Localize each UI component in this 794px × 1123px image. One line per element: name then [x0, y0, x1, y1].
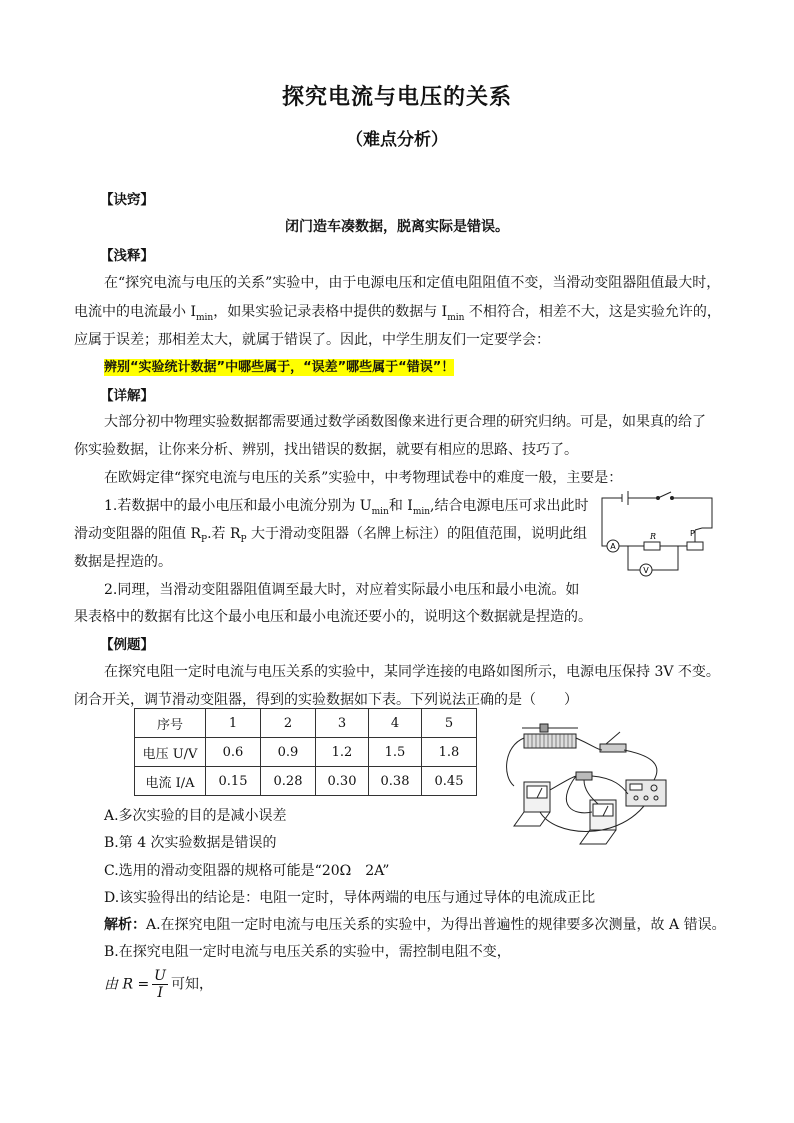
detail-line-3: 在欧姆定律“探究电流与电压的关系”实验中，中考物理试卷中的难度一般，主要是：: [104, 470, 623, 486]
page-subtitle: （难点分析）: [346, 130, 448, 150]
detail-heading: 【详解】: [100, 388, 154, 404]
option-d: D.该实验得出的结论是：电阻一定时，导体两端的电压与通过导体的电流成正比: [104, 890, 596, 906]
explain-line-2: 电流中的电流最小 $I_{min}$，如果实验记录表格中提供的数据与 $I_{min}$ 不相符合，相差不大，这是实验允许的，: [74, 304, 721, 323]
table-row: [135, 767, 477, 796]
table-row-label: 电流 I/A: [135, 767, 206, 796]
option-c: C.选用的滑动变阻器的规格可能是“20Ω 2A”: [104, 863, 390, 879]
option-b: B.第 4 次实验数据是错误的: [104, 835, 277, 851]
table-row-label: 电压 U/V: [135, 738, 206, 767]
table-cell: 1.5: [369, 738, 422, 767]
circuit-diagram: [592, 488, 722, 588]
explain-line-1: 在“探究电流与电压的关系”实验中，由于电源电压和定值电阻阻值不变，当滑动变阻器阻值最大时，: [104, 275, 721, 291]
example-line-2: 闭合开关，调节滑动变阻器，得到的实验数据如下表。下列说法正确的是（ ）: [74, 692, 578, 708]
point1-line-1: 1.若数据中的最小电压和最小电流分别为 $U_{min}$和 $I_{min}$,结合电源电压可求出此时: [104, 498, 589, 517]
apparatus-illustration: [494, 716, 674, 851]
table-cell: 1: [206, 709, 261, 738]
table-cell: 0.28: [261, 767, 316, 796]
explain-line-3: 应属于误差；那相差太大，就属于错误了。因此，中学生朋友们一定要学会：: [74, 332, 550, 348]
page-title: 探究电流与电压的关系: [281, 85, 512, 110]
detail-line-2: 你实验数据，让你来分析、辨别，找出错误的数据，就要有相应的思路、技巧了。: [74, 442, 578, 458]
point1-line-3: 数据是捏造的。: [74, 554, 172, 570]
point2-line-1: 2.同理，当滑动变阻器阻值调至最大时，对应着实际最小电压和最小电流。如: [104, 582, 580, 598]
table-cell: 2: [261, 709, 316, 738]
point1-line-2: 滑动变阻器的阻值 $R_P$.若 $R_P$ 大于滑动变阻器（名牌上标注）的阻值范围，说明此组: [74, 526, 588, 545]
table-cell: 0.30: [316, 767, 369, 796]
option-a: A.多次实验的目的是减小误差: [104, 808, 287, 824]
voltmeter-label: V: [643, 566, 649, 575]
slider-label: P: [690, 529, 695, 538]
table-cell: 0.45: [422, 767, 477, 796]
table-cell: 3: [316, 709, 369, 738]
example-heading: 【例题】: [100, 637, 154, 653]
highlight-note: 辨别“实验统计数据”中哪些属于，“误差”哪些属于“错误”！: [104, 360, 455, 375]
analysis-line-1: 解析：A.在探究电阻一定时电流与电压关系的实验中，为得出普遍性的规律要多次测量，故 A 错误。: [104, 917, 726, 933]
table-cell: 0.6: [206, 738, 261, 767]
data-table: [134, 708, 477, 796]
fraction-u-over-i: $\frac{U}{I}$: [154, 968, 166, 1001]
formula-line: 由 R = $\frac{U}{I}$ 可知，: [104, 968, 213, 1001]
table-row: [135, 738, 477, 767]
analysis-heading: 解析：: [104, 917, 146, 933]
point2-line-2: 果表格中的数据有比这个最小电压和最小电流还要小的，说明这个数据就是捏造的。: [74, 609, 592, 625]
table-row: [135, 709, 477, 738]
table-cell: 4: [369, 709, 422, 738]
example-line-1: 在探究电阻一定时电流与电压关系的实验中，某同学连接的电路如图所示，电源电压保持 3V 不变。: [104, 664, 720, 680]
tip-heading: 【诀窍】: [100, 192, 154, 208]
table-cell: 0.9: [261, 738, 316, 767]
explain-heading: 【浅释】: [100, 248, 154, 264]
table-cell: 1.2: [316, 738, 369, 767]
table-cell: 1.8: [422, 738, 477, 767]
table-cell: 5: [422, 709, 477, 738]
table-header-label: 序号: [135, 709, 206, 738]
tip-text: 闭门造车凑数据，脱离实际是错误。: [285, 219, 509, 235]
detail-line-1: 大部分初中物理实验数据都需要通过数学函数图像来进行更合理的研究归纳。可是，如果真的给了: [104, 414, 706, 430]
ammeter-label: A: [610, 542, 616, 551]
table-cell: 0.15: [206, 767, 261, 796]
table-cell: 0.38: [369, 767, 422, 796]
resistor-label: R: [650, 532, 657, 541]
analysis-line-2: B.在探究电阻一定时电流与电压关系的实验中，需控制电阻不变，: [104, 944, 511, 960]
